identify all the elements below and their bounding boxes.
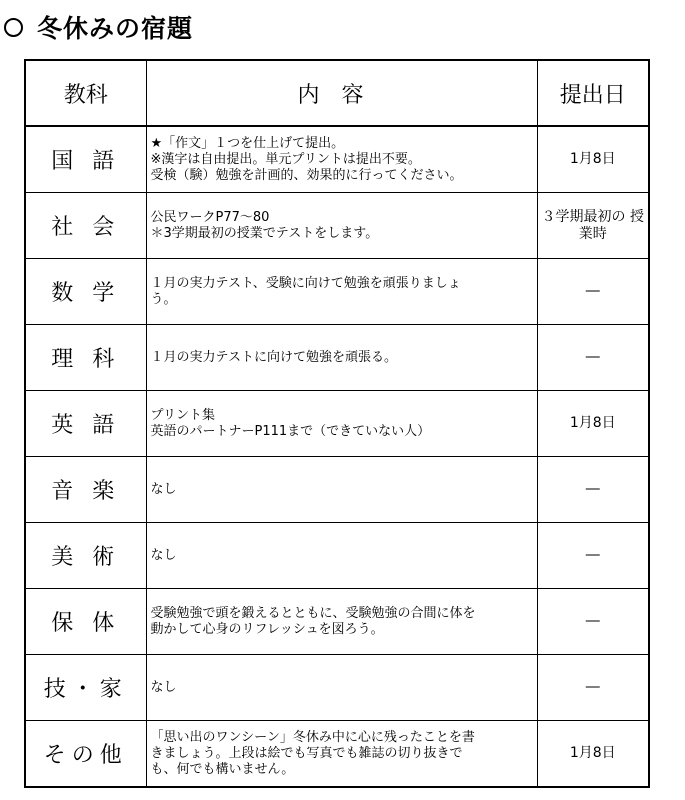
table-row — [25, 655, 649, 721]
due-cell: ― — [537, 259, 649, 325]
content-cell — [146, 126, 537, 193]
table-row — [25, 126, 649, 193]
due-cell: ― — [537, 457, 649, 523]
header-content: 内容 — [146, 60, 537, 126]
subject-cell: その他 — [25, 721, 146, 788]
content-line: ※漢字は自由提出。単元プリントは提出不要。 — [150, 151, 421, 167]
content-cell — [146, 655, 537, 721]
content-line: ★「作文」１つを仕上げて提出。 — [150, 135, 345, 151]
table-row — [25, 721, 649, 788]
content-cell — [146, 193, 537, 259]
due-cell: 1月8日 — [537, 126, 649, 193]
subject-cell: 技・家 — [25, 655, 146, 721]
table-row — [25, 589, 649, 655]
subject-cell: 数 学 — [25, 259, 146, 325]
content-line: １月の実力テスト、受験に向けて勉強を頑張りましょ — [150, 275, 461, 291]
table-header-row — [25, 60, 649, 126]
subject-cell: 保 体 — [25, 589, 146, 655]
content-line: も、何でも構いません。 — [150, 761, 295, 777]
content-line: 受験勉強で頭を鍛えるとともに、受験勉強の合間に体を — [150, 605, 476, 621]
subject-cell: 国 語 — [25, 126, 146, 193]
content-line: 英語のパートナーP111まで（できていない人） — [150, 423, 431, 439]
content-line: う。 — [150, 291, 177, 307]
subject-cell: 音 楽 — [25, 457, 146, 523]
subject-cell: 美 術 — [25, 523, 146, 589]
content-line: きましょう。上段は絵でも写真でも雑誌の切り抜きで — [150, 745, 463, 761]
circle-bullet-icon — [4, 18, 23, 37]
content-line: 「思い出のワンシーン」冬休み中に心に残ったことを書 — [150, 729, 475, 745]
due-cell: ― — [537, 325, 649, 391]
content-cell — [146, 391, 537, 457]
due-cell: ３学期最初の 授業時 — [537, 193, 649, 259]
due-cell: 1月8日 — [537, 391, 649, 457]
content-line: なし — [150, 547, 177, 563]
content-cell — [146, 523, 537, 589]
header-due: 提出日 — [537, 60, 649, 126]
table-body — [25, 126, 649, 787]
due-cell: 1月8日 — [537, 721, 649, 788]
content-line: 受検（験）勉強を計画的、効果的に行ってください。 — [150, 167, 463, 183]
due-cell: ― — [537, 589, 649, 655]
content-cell — [146, 589, 537, 655]
content-line: 公民ワークP77～80 — [150, 209, 270, 225]
content-line: プリント集 — [150, 407, 215, 423]
table-row — [25, 457, 649, 523]
table-row — [25, 391, 649, 457]
homework-table — [24, 59, 650, 788]
content-line: 動かして心身のリフレッシュを図ろう。 — [150, 621, 384, 637]
content-line: １月の実力テストに向けて勉強を頑張る。 — [150, 349, 397, 365]
page-heading — [4, 10, 193, 44]
content-cell — [146, 325, 537, 391]
content-cell — [146, 457, 537, 523]
table-row — [25, 523, 649, 589]
content-cell — [146, 259, 537, 325]
content-line: なし — [150, 679, 177, 695]
subject-cell: 理 科 — [25, 325, 146, 391]
content-cell — [146, 721, 537, 788]
table-row — [25, 259, 649, 325]
table-row — [25, 193, 649, 259]
table-row — [25, 325, 649, 391]
content-line: なし — [150, 481, 177, 497]
subject-cell: 英 語 — [25, 391, 146, 457]
content-line: ＊3学期最初の授業でテストをします。 — [150, 225, 379, 241]
page-title: 冬休みの宿題 — [37, 14, 194, 43]
subject-cell: 社 会 — [25, 193, 146, 259]
due-cell: ― — [537, 655, 649, 721]
due-cell: ― — [537, 523, 649, 589]
header-subject: 教科 — [25, 60, 146, 126]
